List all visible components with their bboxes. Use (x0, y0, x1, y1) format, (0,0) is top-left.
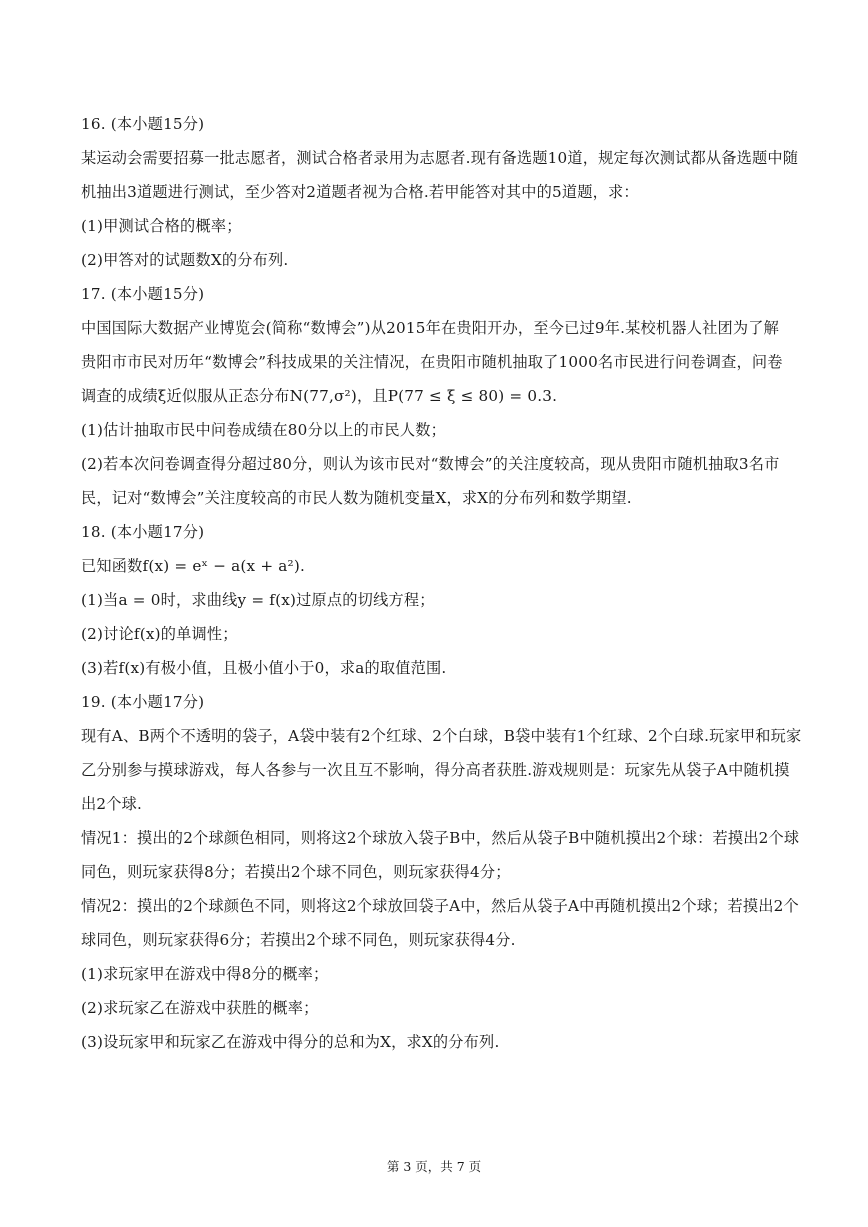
document-body (81, 110, 802, 1062)
q19-text-line: 乙分别参与摸球游戏，每人各参与一次且互不影响，得分高者获胜.游戏规则是：玩家先从袋子A中随机摸 (81, 761, 790, 779)
q18-text-line: 已知函数f(x) = eˣ − a(x + a²). (81, 557, 305, 575)
q17-part-1: (1)估计抽取市民中问卷成绩在80分以上的市民人数； (81, 421, 446, 439)
page-footer: 第 3 页，共 7 页 (386, 1159, 482, 1174)
q19-text-line: 现有A、B两个不透明的袋子，A袋中装有2个红球、2个白球，B袋中装有1个红球、2个白球.玩家甲和玩家 (81, 727, 802, 745)
q19-part-3: (3)设玩家甲和玩家乙在游戏中得分的总和为X，求X的分布列. (81, 1033, 500, 1051)
q16-part-2: (2)甲答对的试题数X的分布列. (81, 251, 289, 269)
q19-text-line: 出2个球. (81, 795, 143, 813)
q18-heading: 18. (本小题17分) (81, 523, 205, 541)
q17-part-2: (2)若本次问卷调查得分超过80分，则认为该市民对“数博会”的关注度较高，现从贵阳市随机抽取3名市 (81, 455, 780, 473)
q16-text-line: 机抽出3道题进行测试，至少答对2道题者视为合格.若甲能答对其中的5道题，求： (81, 183, 639, 201)
q19-part-1: (1)求玩家甲在游戏中得8分的概率； (81, 965, 329, 983)
q18-part-1: (1)当a = 0时，求曲线y = f(x)过原点的切线方程； (81, 591, 435, 609)
q17-text-line: 贵阳市市民对历年“数博会”科技成果的关注情况，在贵阳市随机抽取了1000名市民进行问卷调查，问卷 (81, 353, 783, 371)
q19-case-2: 情况2：摸出的2个球颜色不同，则将这2个球放回袋子A中，然后从袋子A中再随机摸出2个球；若摸出2个 (81, 897, 799, 915)
q16-part-1: (1)甲测试合格的概率； (81, 217, 242, 235)
q17-part-2-cont: 民，记对“数博会”关注度较高的市民人数为随机变量X，求X的分布列和数学期望. (81, 489, 632, 507)
q16-text-line: 某运动会需要招募一批志愿者，测试合格者录用为志愿者.现有备选题10道，规定每次测试都从备选题中随 (81, 149, 799, 167)
q18-part-2: (2)讨论f(x)的单调性； (81, 625, 238, 643)
q19-case-1: 情况1：摸出的2个球颜色相同，则将这2个球放入袋子B中，然后从袋子B中随机摸出2个球：若摸出2个球 (81, 829, 800, 847)
q17-text-line: 中国国际大数据产业博览会(简称“数博会”)从2015年在贵阳开办，至今已过9年.某校机器人社团为了解 (81, 319, 780, 337)
q19-case-2-cont: 球同色，则玩家获得6分；若摸出2个球不同色，则玩家获得4分. (81, 931, 516, 949)
q19-heading: 19. (本小题17分) (81, 693, 205, 711)
q16-heading: 16. (本小题15分) (81, 115, 205, 133)
q18-part-3: (3)若f(x)有极小值，且极小值小于0，求a的取值范围. (81, 659, 447, 677)
q17-heading: 17. (本小题15分) (81, 285, 205, 303)
q17-text-line: 调查的成绩ξ近似服从正态分布N(77,σ²)，且P(77 ≤ ξ ≤ 80) = 0.3. (81, 387, 558, 405)
q19-part-2: (2)求玩家乙在游戏中获胜的概率； (81, 999, 319, 1017)
q19-case-1-cont: 同色，则玩家获得8分；若摸出2个球不同色，则玩家获得4分； (81, 863, 511, 881)
